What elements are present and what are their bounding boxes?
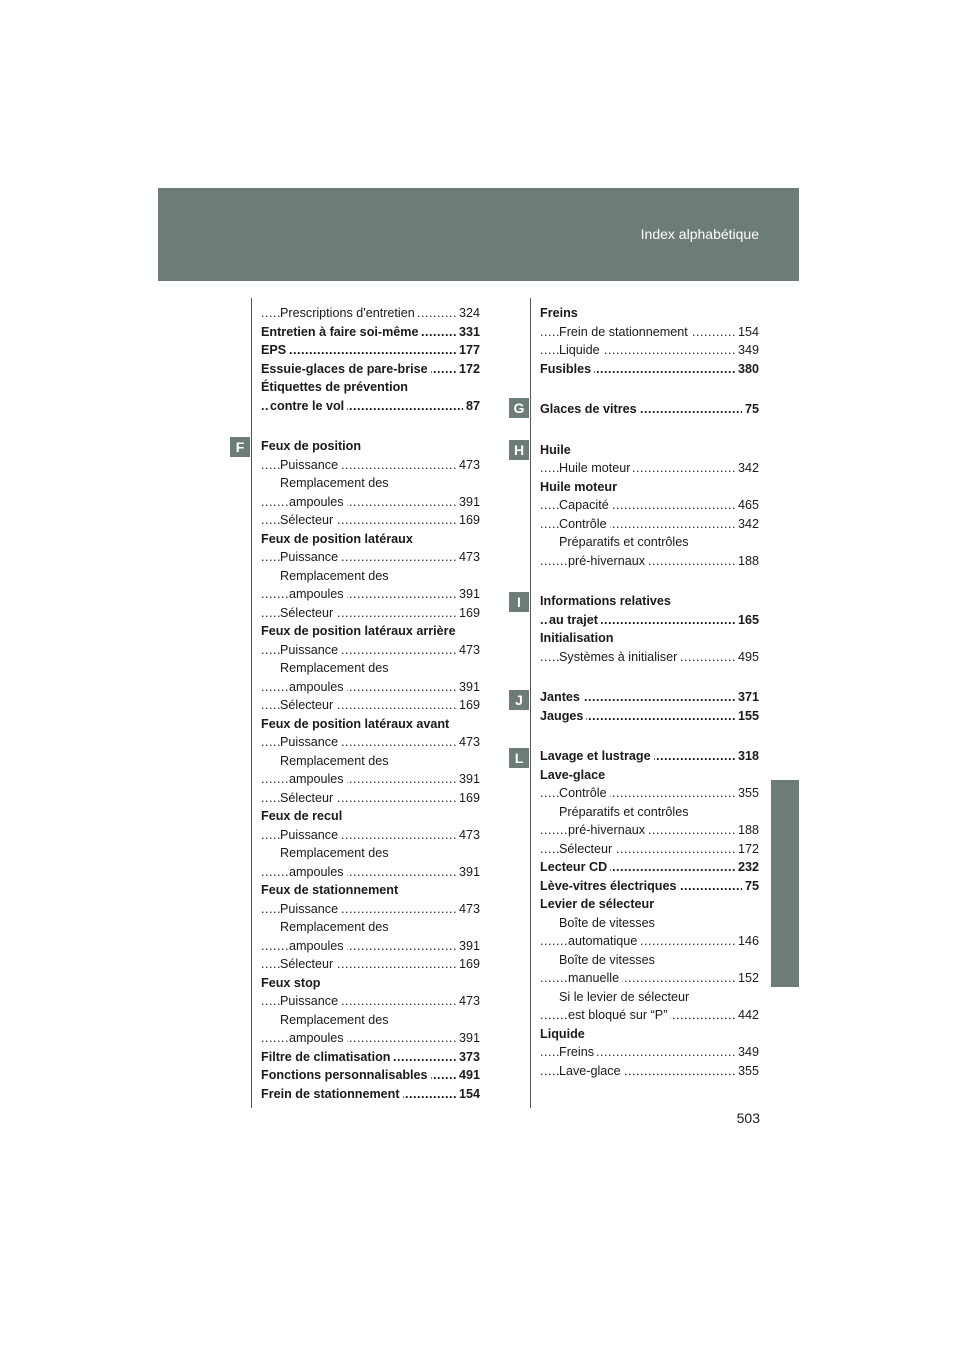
index-entry bbox=[540, 914, 759, 933]
index-entry-text: Feux de stationnement bbox=[261, 883, 399, 897]
index-entry-page: 87 bbox=[463, 397, 480, 416]
index-entry bbox=[261, 378, 480, 397]
index-entry-text: EPS bbox=[261, 341, 289, 360]
index-entry bbox=[261, 918, 480, 937]
index-entry-page: 169 bbox=[456, 604, 480, 623]
header-bar bbox=[158, 188, 799, 281]
index-entry-page: 391 bbox=[456, 678, 480, 697]
index-entry-text: Puissance bbox=[280, 826, 341, 845]
index-entry bbox=[261, 641, 480, 660]
index-entry bbox=[540, 707, 759, 726]
index-entry bbox=[261, 585, 480, 604]
index-entry-page: 495 bbox=[735, 648, 759, 667]
index-entry bbox=[261, 900, 480, 919]
index-entry bbox=[261, 974, 480, 993]
index-entry-text: Informations relatives bbox=[540, 594, 671, 608]
group-spacer bbox=[540, 378, 759, 400]
index-entry-page: 177 bbox=[456, 341, 480, 360]
index-entry-text: ampoules bbox=[289, 493, 347, 512]
index-entry-text: Puissance bbox=[280, 733, 341, 752]
index-entry bbox=[261, 474, 480, 493]
index-entry bbox=[540, 803, 759, 822]
index-entry-page: 232 bbox=[735, 858, 759, 877]
index-entry-text: Feux de position latéraux bbox=[261, 531, 413, 546]
index-entry bbox=[540, 459, 759, 478]
index-entry bbox=[261, 733, 480, 752]
index-entry bbox=[540, 895, 759, 914]
index-entry bbox=[261, 992, 480, 1011]
index-entry-text: Feux de recul bbox=[261, 809, 343, 823]
index-entry-page: 391 bbox=[456, 770, 480, 789]
index-entry-text: Fusibles bbox=[540, 360, 594, 379]
index-entry bbox=[540, 441, 759, 460]
index-entry-text: Levier de sélecteur bbox=[540, 897, 655, 911]
index-entry bbox=[261, 659, 480, 678]
index-entry-page: 391 bbox=[456, 1029, 480, 1048]
index-entry-text: automatique bbox=[568, 932, 640, 951]
index-entry-page: 349 bbox=[735, 1043, 759, 1062]
section-letter-j: J bbox=[509, 690, 529, 710]
index-entry-page: 473 bbox=[456, 548, 480, 567]
index-entry-text: Jantes bbox=[540, 688, 583, 707]
index-entry-page: 318 bbox=[735, 747, 759, 766]
index-entry-text: Remplacement des bbox=[280, 753, 389, 768]
index-entry-page: 442 bbox=[735, 1006, 759, 1025]
section-letter-f: F bbox=[230, 437, 250, 457]
section-letter-l: L bbox=[509, 748, 529, 768]
index-entry-page: 473 bbox=[456, 641, 480, 660]
index-entry-text: Glaces de vitres bbox=[540, 400, 640, 419]
section-letter-h: H bbox=[509, 440, 529, 460]
index-entry bbox=[540, 515, 759, 534]
index-entry-text: Sélecteur bbox=[280, 955, 336, 974]
index-entry bbox=[540, 1043, 759, 1062]
index-entry-text: Puissance bbox=[280, 548, 341, 567]
index-entry-text: Filtre de climatisation bbox=[261, 1048, 393, 1067]
index-entry-page: 391 bbox=[456, 863, 480, 882]
index-entry bbox=[261, 323, 480, 342]
index-entry-page: 146 bbox=[735, 932, 759, 951]
index-entry bbox=[540, 304, 759, 323]
index-entry bbox=[540, 766, 759, 785]
index-entry bbox=[261, 567, 480, 586]
index-entry bbox=[540, 747, 759, 766]
index-entry-text: Puissance bbox=[280, 641, 341, 660]
index-entry-page: 172 bbox=[456, 360, 480, 379]
index-entry-page: 473 bbox=[456, 733, 480, 752]
index-entry bbox=[540, 496, 759, 515]
index-entry-text: Remplacement des bbox=[280, 661, 389, 675]
column-divider-left bbox=[251, 298, 252, 1108]
index-entry bbox=[540, 533, 759, 552]
index-entry-text: Huile moteur bbox=[559, 459, 633, 478]
index-entry bbox=[540, 877, 759, 896]
index-entry bbox=[540, 648, 759, 667]
index-entry-text: Freins bbox=[540, 306, 578, 320]
index-entry-page: 380 bbox=[735, 360, 759, 379]
index-entry bbox=[261, 696, 480, 715]
index-entry-page: 491 bbox=[456, 1066, 480, 1085]
index-entry-text: ampoules bbox=[289, 678, 347, 697]
index-entry bbox=[261, 511, 480, 530]
index-entry-text: Frein de stationnement bbox=[261, 1085, 403, 1104]
index-entry-text: Initialisation bbox=[540, 631, 614, 645]
group-spacer bbox=[540, 419, 759, 441]
index-entry-text: est bloqué sur “P” bbox=[568, 1006, 670, 1025]
index-entry-text: Sélecteur bbox=[559, 840, 615, 859]
index-entry bbox=[261, 807, 480, 826]
index-entry bbox=[261, 493, 480, 512]
index-entry bbox=[540, 360, 759, 379]
index-entry-text: Jauges bbox=[540, 707, 586, 726]
index-entry-page: 331 bbox=[456, 323, 480, 342]
index-entry-page: 169 bbox=[456, 696, 480, 715]
page-title: Index alphabétique bbox=[640, 226, 759, 242]
index-entry-text: Contrôle bbox=[559, 784, 610, 803]
index-entry-text: Lave-glace bbox=[540, 767, 606, 782]
index-entry-page: 473 bbox=[456, 456, 480, 475]
index-entry bbox=[540, 611, 759, 630]
index-entry-page: 152 bbox=[735, 969, 759, 988]
index-entry bbox=[540, 784, 759, 803]
index-entry bbox=[540, 1006, 759, 1025]
index-entry-text: Feux stop bbox=[261, 975, 321, 990]
index-entry-text: ampoules bbox=[289, 1029, 347, 1048]
index-entry-page: 473 bbox=[456, 826, 480, 845]
index-entry-text: Lavage et lustrage bbox=[540, 747, 654, 766]
index-entry-text: Puissance bbox=[280, 456, 341, 475]
index-entry-page: 324 bbox=[456, 304, 480, 323]
index-entry-text: Remplacement des bbox=[280, 1012, 389, 1027]
page-number: 503 bbox=[736, 1110, 760, 1126]
index-entry bbox=[261, 770, 480, 789]
index-entry-text: au trajet bbox=[549, 611, 601, 630]
index-entry bbox=[261, 789, 480, 808]
index-entry-page: 355 bbox=[735, 784, 759, 803]
index-entry-text: Sélecteur bbox=[280, 604, 336, 623]
index-entry-text: Boîte de vitesses bbox=[559, 915, 655, 930]
index-column-right bbox=[540, 304, 759, 1080]
index-entry-text: Sélecteur bbox=[280, 789, 336, 808]
index-entry-text: Essuie-glaces de pare-brise bbox=[261, 360, 431, 379]
index-entry-text: Liquide bbox=[540, 1026, 585, 1041]
section-letter-g: G bbox=[509, 398, 529, 418]
index-entry-page: 342 bbox=[735, 459, 759, 478]
index-entry bbox=[261, 1011, 480, 1030]
index-entry bbox=[540, 969, 759, 988]
index-entry-page: 75 bbox=[742, 400, 759, 419]
group-spacer bbox=[540, 570, 759, 592]
index-entry bbox=[261, 844, 480, 863]
index-entry bbox=[540, 840, 759, 859]
index-entry-page: 355 bbox=[735, 1062, 759, 1081]
index-entry bbox=[261, 678, 480, 697]
index-entry-text: Étiquettes de prévention bbox=[261, 380, 408, 394]
index-entry-page: 342 bbox=[735, 515, 759, 534]
index-entry-text: Systèmes à initialiser bbox=[559, 648, 680, 667]
index-entry-page: 155 bbox=[735, 707, 759, 726]
index-entry bbox=[261, 863, 480, 882]
index-entry bbox=[540, 478, 759, 497]
index-entry-text: Huile moteur bbox=[540, 479, 617, 494]
index-entry-text: manuelle bbox=[568, 969, 622, 988]
index-entry bbox=[540, 858, 759, 877]
index-entry bbox=[540, 988, 759, 1007]
index-entry-page: 154 bbox=[456, 1085, 480, 1104]
index-entry bbox=[540, 688, 759, 707]
dot-leader bbox=[261, 341, 480, 360]
index-entry-text: pré-hivernaux bbox=[568, 821, 648, 840]
index-entry-page: 391 bbox=[456, 493, 480, 512]
index-entry bbox=[261, 955, 480, 974]
index-entry bbox=[540, 323, 759, 342]
index-entry-text: ampoules bbox=[289, 863, 347, 882]
index-entry-page: 165 bbox=[735, 611, 759, 630]
index-entry bbox=[540, 400, 759, 419]
index-entry-text: Remplacement des bbox=[280, 476, 389, 490]
index-entry bbox=[261, 1029, 480, 1048]
index-entry-text: Feux de position latéraux arrière bbox=[261, 624, 456, 638]
index-entry-page: 391 bbox=[456, 585, 480, 604]
index-entry-text: Contrôle bbox=[559, 515, 610, 534]
index-entry-page: 154 bbox=[735, 323, 759, 342]
index-entry-page: 188 bbox=[735, 821, 759, 840]
index-entry-text: ampoules bbox=[289, 937, 347, 956]
index-entry bbox=[540, 341, 759, 360]
index-entry-text: Remplacement des bbox=[280, 568, 389, 583]
index-entry-text: Boîte de vitesses bbox=[559, 952, 655, 967]
index-entry-text: Prescriptions d'entretien bbox=[280, 304, 418, 323]
group-spacer bbox=[540, 725, 759, 747]
index-entry-text: Freins bbox=[559, 1043, 597, 1062]
index-entry-text: contre le vol bbox=[270, 397, 347, 416]
index-entry-text: ampoules bbox=[289, 770, 347, 789]
index-entry bbox=[261, 397, 480, 416]
index-entry-page: 172 bbox=[735, 840, 759, 859]
index-entry-text: Préparatifs et contrôles bbox=[559, 535, 689, 549]
index-entry bbox=[540, 629, 759, 648]
index-entry-text: Lave-glace bbox=[559, 1062, 624, 1081]
index-entry-page: 169 bbox=[456, 789, 480, 808]
index-entry-page: 473 bbox=[456, 992, 480, 1011]
group-spacer bbox=[261, 415, 480, 437]
index-entry bbox=[261, 715, 480, 734]
section-letter-i: I bbox=[509, 592, 529, 612]
index-entry-page: 391 bbox=[456, 937, 480, 956]
index-entry bbox=[540, 552, 759, 571]
index-entry-text: Lecteur CD bbox=[540, 858, 610, 877]
index-entry bbox=[261, 1066, 480, 1085]
index-entry bbox=[261, 937, 480, 956]
index-entry bbox=[540, 592, 759, 611]
section-side-tab bbox=[771, 780, 799, 987]
index-entry-page: 373 bbox=[456, 1048, 480, 1067]
index-entry bbox=[261, 341, 480, 360]
index-entry-text: Feux de position bbox=[261, 439, 362, 453]
index-entry-text: Sélecteur bbox=[280, 696, 336, 715]
index-entry-page: 371 bbox=[735, 688, 759, 707]
index-entry-text: Fonctions personnalisables bbox=[261, 1066, 431, 1085]
index-entry bbox=[261, 826, 480, 845]
index-entry-text: Remplacement des bbox=[280, 920, 389, 934]
index-entry-page: 188 bbox=[735, 552, 759, 571]
index-entry bbox=[540, 932, 759, 951]
index-entry-text: Liquide bbox=[559, 341, 603, 360]
index-entry-text: pré-hivernaux bbox=[568, 552, 648, 571]
index-entry bbox=[261, 548, 480, 567]
index-entry bbox=[261, 881, 480, 900]
index-entry-page: 169 bbox=[456, 511, 480, 530]
index-entry bbox=[261, 456, 480, 475]
index-entry-page: 349 bbox=[735, 341, 759, 360]
index-entry bbox=[261, 604, 480, 623]
index-entry-text: Puissance bbox=[280, 900, 341, 919]
index-entry bbox=[261, 622, 480, 641]
index-entry-text: Feux de position latéraux avant bbox=[261, 716, 450, 731]
index-entry bbox=[261, 1048, 480, 1067]
group-spacer bbox=[540, 666, 759, 688]
index-entry bbox=[261, 752, 480, 771]
index-entry-text: Lève-vitres électriques bbox=[540, 877, 680, 896]
index-entry bbox=[261, 530, 480, 549]
index-entry-text: Remplacement des bbox=[280, 846, 389, 860]
index-entry bbox=[261, 360, 480, 379]
column-divider-right bbox=[530, 298, 531, 1108]
index-entry-text: Sélecteur bbox=[280, 511, 336, 530]
index-entry bbox=[540, 821, 759, 840]
index-entry-text: Puissance bbox=[280, 992, 341, 1011]
index-entry bbox=[540, 1025, 759, 1044]
index-entry bbox=[540, 1062, 759, 1081]
index-entry-text: Entretien à faire soi-même bbox=[261, 323, 421, 342]
index-entry-page: 473 bbox=[456, 900, 480, 919]
index-entry-text: Huile bbox=[540, 442, 571, 457]
index-entry bbox=[261, 437, 480, 456]
index-entry-text: ampoules bbox=[289, 585, 347, 604]
index-column-left bbox=[261, 304, 480, 1103]
index-entry-text: Préparatifs et contrôles bbox=[559, 804, 689, 819]
index-entry bbox=[540, 951, 759, 970]
index-entry-page: 75 bbox=[742, 877, 759, 896]
index-entry-text: Si le levier de sélecteur bbox=[559, 989, 690, 1004]
index-entry bbox=[261, 304, 480, 323]
index-entry-text: Capacité bbox=[559, 496, 612, 515]
index-entry-page: 465 bbox=[735, 496, 759, 515]
index-entry-page: 169 bbox=[456, 955, 480, 974]
index-entry-text: Frein de stationnement bbox=[559, 323, 691, 342]
index-entry bbox=[261, 1085, 480, 1104]
